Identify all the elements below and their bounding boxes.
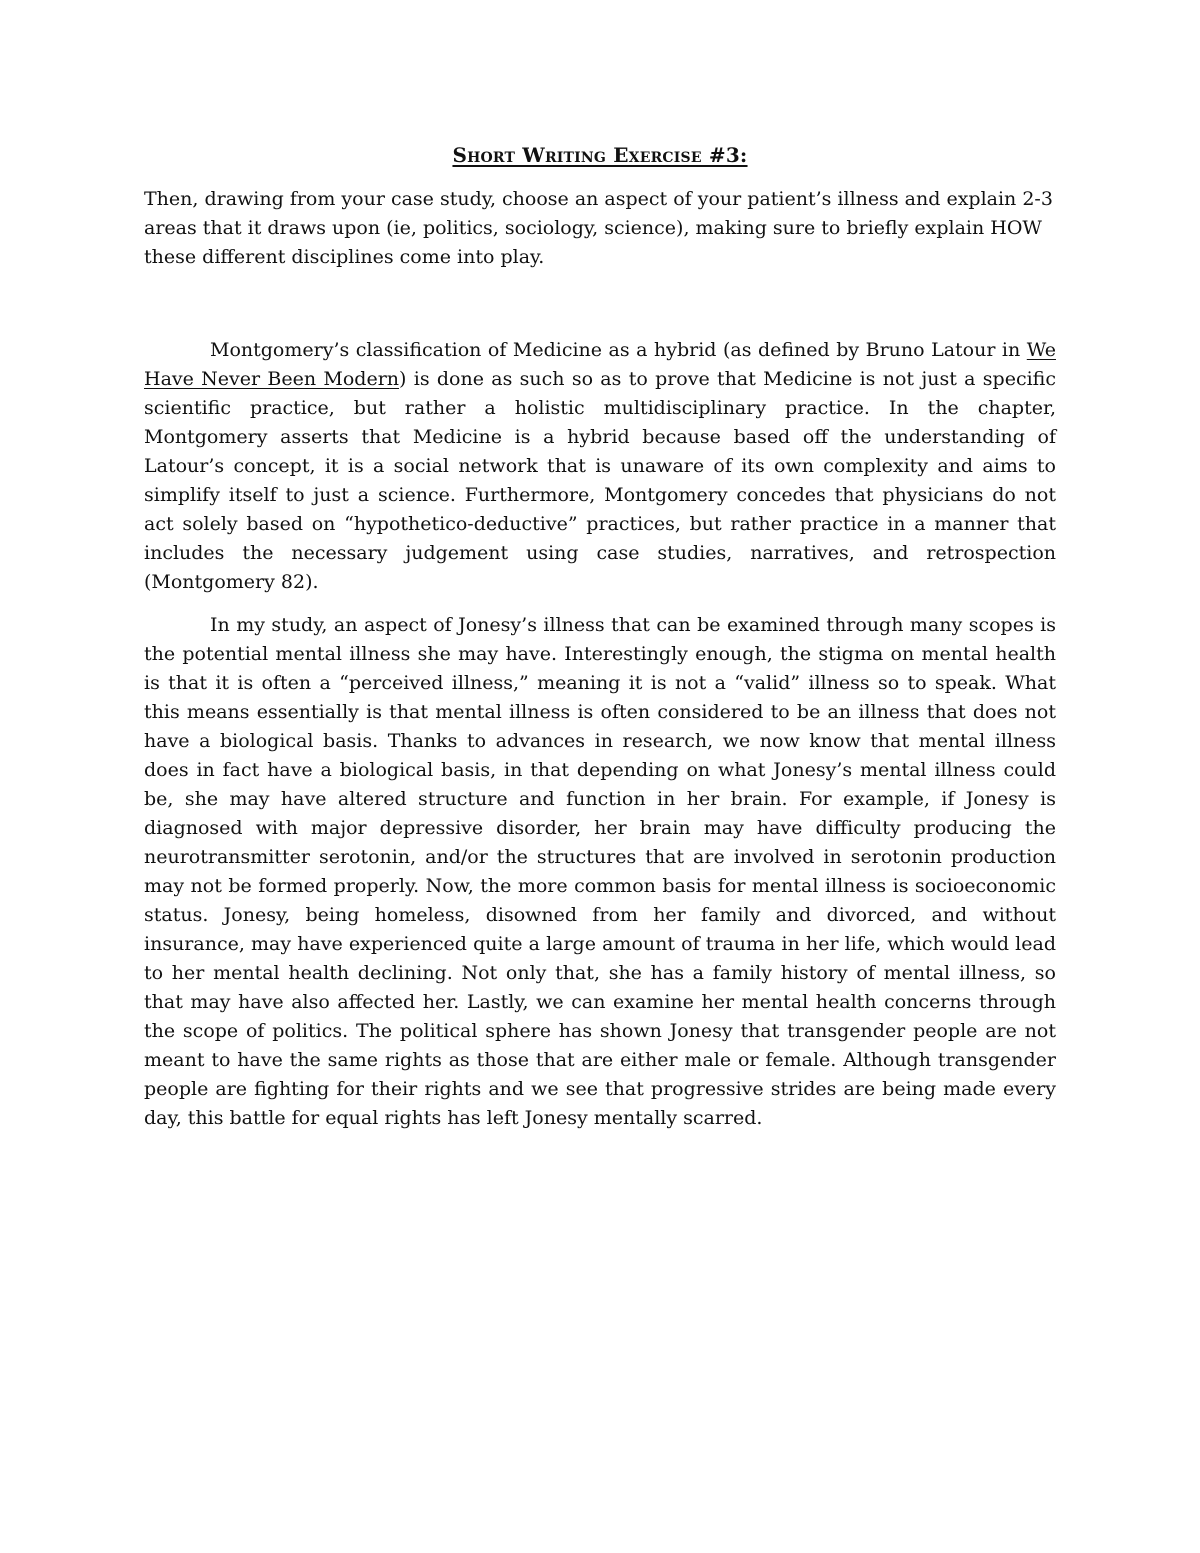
paragraph-1-text-start: Montgomery’s classification of Medicine as a hybrid (as defined by Bruno Latour in: [210, 339, 1027, 361]
essay-paragraph-1: [144, 336, 1056, 597]
paragraph-1-text-end: ) is done as such so as to prove that Medicine is not just a specific scientific practice, but rather a holistic multidisciplinary practice. In the chapter, Montgomery asserts that Medicine is a hybrid because based off the understanding of Latour’s concept, it is a social network that is unaware of its own complexity and aims to simplify itself to just a science. Furthermore, Montgomery concedes that physicians do not act solely based on “hypothetico-deductive” practices, but rather practice in a manner that includes the necessary judgement using case studies, narratives, and retrospection (Montgomery 82).: [144, 368, 1056, 593]
essay-body: [144, 336, 1056, 1147]
assignment-prompt: Then, drawing from your case study, choose an aspect of your patient’s illness and explain 2-3 areas that it draws upon (ie, politics, sociology, science), making sure to briefly explain HOW these different disciplines come into play.: [144, 188, 1053, 268]
document-title: Short Writing Exercise #3:: [452, 143, 748, 167]
essay-paragraph-2: In my study, an aspect of Jonesy’s illness that can be examined through many scopes is the potential mental illness she may have. Interestingly enough, the stigma on mental health is that it is often a “perceived illness,” meaning it is not a “valid” illness so to speak. What this means essentially is that mental illness is often considered to be an illness that does not have a biological basis. Thanks to advances in research, we now know that mental illness does in fact have a biological basis, in that depending on what Jonesy’s mental illness could be, she may have altered structure and function in her brain. For example, if Jonesy is diagnosed with major depressive disorder, her brain may have difficulty producing the neurotransmitter serotonin, and/or the structures that are involved in serotonin production may not be formed properly. Now, the more common basis for mental illness is socioeconomic status. Jonesy, being homeless, disowned from her family and divorced, and without insurance, may have experienced quite a large amount of trauma in her life, which would lead to her mental health declining. Not only that, she has a family history of mental illness, so that may have also affected her. Lastly, we can examine her mental health concerns through the scope of politics. The political sphere has shown Jonesy that transgender people are not meant to have the same rights as those that are either male or female. Although transgender people are fighting for their rights and we see that progressive strides are being made every day, this battle for equal rights has left Jonesy mentally scarred.: [144, 614, 1056, 1129]
book-title: We Have Never Been Modern: [144, 339, 1056, 390]
